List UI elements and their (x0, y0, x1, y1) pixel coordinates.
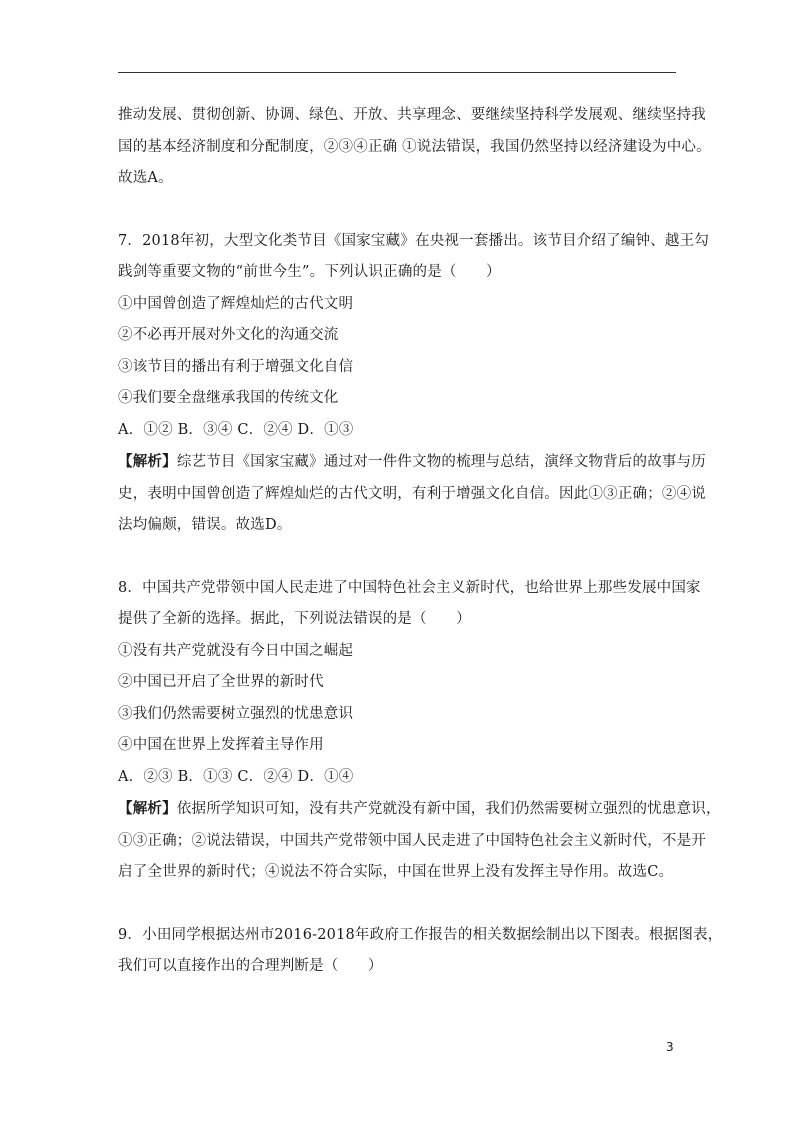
q7-analysis-line: 法均偏颇，错误。故选D。 (118, 517, 292, 533)
analysis-label: 【解析】 (118, 800, 177, 817)
q7-option: ④我们要全盘继承我国的传统文化 (118, 390, 339, 406)
prev-line: 推动发展、贯彻创新、协调、绿色、开放、共享理念、要继续坚持科学发展观、继续坚持我 (118, 107, 706, 123)
question-8 (118, 573, 721, 889)
q8-analysis-line: ①③正确；②说法错误，中国共产党带领中国人民走进了中国特色社会主义新时代，不是开 (118, 832, 706, 849)
q8-option: ③我们仍然需要树立强烈的忧患意识 (118, 705, 354, 722)
q7-option: ③该节目的播出有利于增强文化自信 (118, 358, 354, 375)
question-7 (118, 226, 710, 542)
analysis-label: 【解析】 (118, 453, 177, 470)
q7-analysis-line (118, 446, 707, 479)
q7-analysis-text: 综艺节目《国家宝藏》通过对一件件文物的梳理与总结，演绎文物背后的故事与历 (176, 454, 707, 470)
q8-option: ①没有共产党就没有今日中国之崛起 (118, 642, 354, 659)
q8-stem-line: 提供了全新的选择。据此，下列说法错误的是（ ） (118, 611, 471, 627)
page-content (118, 100, 723, 983)
spacer (118, 889, 680, 920)
q8-option: ②中国已开启了全世界的新时代 (118, 674, 324, 690)
q9-stem-line: 9．小田同学根据达州市2016-2018年政府工作报告的相关数据绘制出以下图表。根据图表， (118, 926, 723, 943)
q7-choices: A．①② B．③④ C．②④ D．①③ (118, 421, 354, 438)
q7-stem-line: 践剑等重要文物的“前世今生”。下列认识正确的是（ ） (118, 264, 501, 280)
spacer (118, 542, 680, 573)
q8-analysis-text: 依据所学知识可知，没有共产党就没有新中国，我们仍然需要树立强烈的忧患意识， (176, 801, 721, 817)
page-number: 3 (666, 1040, 674, 1054)
q7-analysis-line: 史，表明中国曾创造了辉煌灿烂的古代文明，有利于增强文化自信。因此①③正确；②④说 (118, 485, 706, 502)
q7-stem-line: 7．2018年初，大型文化类节目《国家宝藏》在央视一套播出。该节目介绍了编钟、越王勾 (118, 232, 710, 249)
prev-line: 故选A。 (118, 170, 173, 186)
question-9 (118, 920, 723, 983)
q8-stem-line: 8．中国共产党带领中国人民走进了中国特色社会主义新时代，也给世界上那些发展中国家 (118, 579, 701, 596)
q8-analysis-line (118, 793, 721, 826)
prev-line: 国的基本经济制度和分配制度，②③④正确 ①说法错误，我国仍然坚持以经济建设为中心。 (118, 138, 711, 155)
q7-option: ①中国曾创造了辉煌灿烂的古代文明 (118, 295, 354, 312)
q8-analysis-line: 启了全世界的新时代；④说法不符合实际，中国在世界上没有发挥主导作用。故选C。 (118, 864, 674, 880)
q8-option: ④中国在世界上发挥着主导作用 (118, 737, 324, 753)
q9-stem-line: 我们可以直接作出的合理判断是（ ） (118, 958, 383, 974)
header-rule (118, 72, 676, 73)
spacer (118, 195, 680, 226)
prev-analysis-continuation (118, 100, 711, 195)
q8-choices: A．②③ B．①③ C．②④ D．①④ (118, 768, 354, 785)
q7-option: ②不必再开展对外文化的沟通交流 (118, 327, 339, 343)
